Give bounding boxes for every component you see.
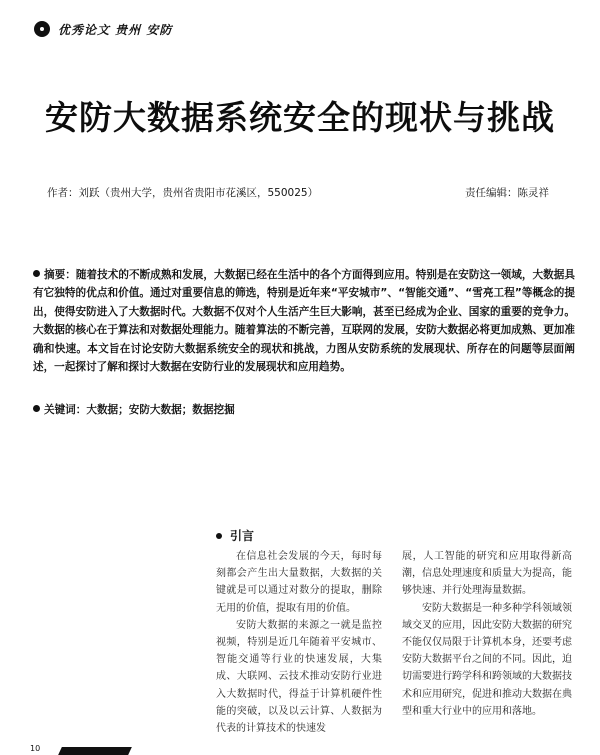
bullet-icon bbox=[33, 405, 40, 412]
page-number: 10 bbox=[30, 744, 41, 753]
abstract-label: 摘要： bbox=[44, 269, 76, 281]
journal-header bbox=[34, 19, 172, 39]
body-column-right bbox=[402, 548, 572, 720]
paragraph: 在信息社会发展的今天，每时每刻都会产生出大量数据，大数据的关键就是可以通过对数分的提取，删除无用的价值，提取有用的价值。 bbox=[216, 551, 382, 614]
section-heading bbox=[216, 527, 254, 544]
author-line: 作者：刘跃（贵州大学，贵州省贵阳市花溪区，550025） bbox=[47, 187, 319, 199]
paragraph: 展，人工智能的研究和应用取得新高潮，信息处理速度和质量大为提高，能够快速、并行处理海量数据。 bbox=[402, 551, 572, 597]
keywords-label: 关键词： bbox=[44, 404, 87, 416]
editor-line: 责任编辑：陈灵祥 bbox=[465, 187, 549, 199]
journal-section-label: 优秀论文 贵州 安防 bbox=[58, 22, 173, 37]
keywords-text: 大数据；安防大数据；数据挖掘 bbox=[86, 404, 235, 416]
paragraph: 安防大数据是一种多种学科领域领域交叉的应用，因此安防大数据的研究不能仅仅局限于计算机本身，还要考虑安防大数据平台之间的不同。因此，迫切需要进行跨学科和跨领域的大数据技术和应用研究，促进和推动大数据在典型和重大行业中的应用和落地。 bbox=[402, 602, 572, 717]
abstract-text: 随着技术的不断成熟和发展，大数据已经在生活中的各个方面得到应用。特别是在安防这一领域，大数据具有它独特的优点和价值。通过对重要信息的筛选，特别是近年来“平安城市”、“智能交通”、“雪亮工程”等概念的提出，使得安防进入了大数据时代。大数据不仅对个人生活产生巨大影响，甚至已经成为企业、国家的重要的竞争力。大数据的核心在于算法和对数据处理能力。随着算法的不断完善，互联网的发展，安防大数据必将更加成熟、更加准确和快速。本文旨在讨论安防大数据系统安全的现状和挑战，力图从安防系统的发展现状、所存在的问题等层面阐述，一起探讨了解和探讨大数据在安防行业的发展现状和应用趋势。 bbox=[33, 269, 576, 374]
footer-bar bbox=[58, 747, 132, 755]
body-column-left bbox=[216, 548, 382, 737]
paragraph: 安防大数据的来源之一就是监控视频，特别是近几年随着平安城市、智能交通等行业的快速发展，大集成、大联网、云技术推动安防行业进入大数据时代，得益于计算机硬件性能的突破，以及以云计算、人数据为代表的计算技术的快速发 bbox=[216, 619, 382, 735]
section-title: 引言 bbox=[230, 529, 255, 543]
bullet-icon bbox=[216, 533, 222, 539]
bullet-circle-icon bbox=[34, 21, 50, 37]
abstract bbox=[33, 266, 575, 376]
article-title: 安防大数据系统安全的现状与挑战 bbox=[45, 98, 555, 137]
keywords bbox=[33, 402, 235, 417]
bullet-icon bbox=[33, 270, 40, 277]
